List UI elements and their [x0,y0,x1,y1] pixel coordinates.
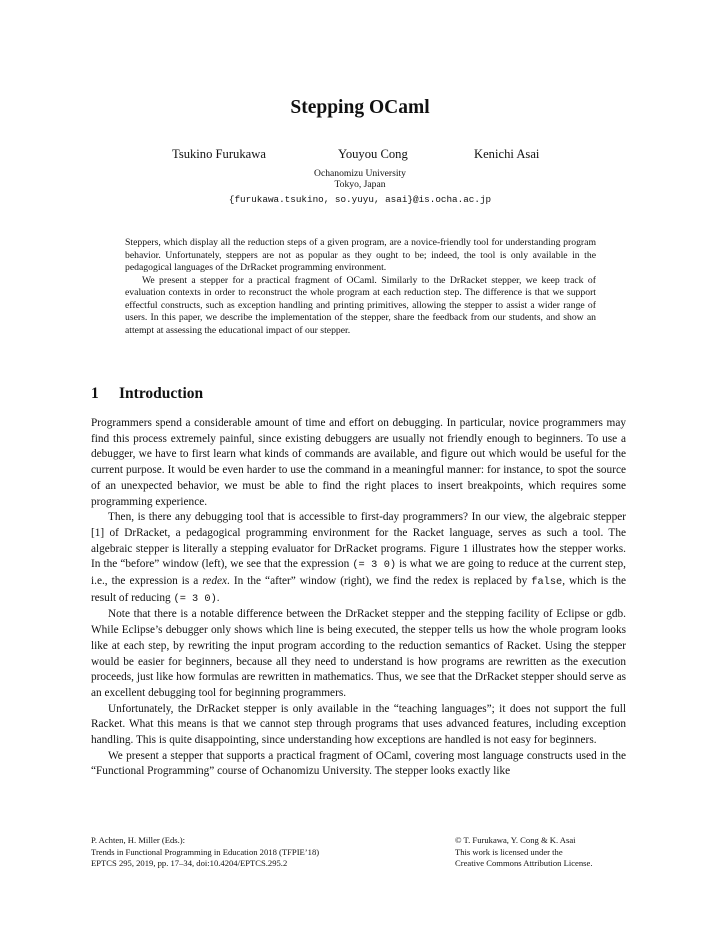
text-run: . [216,591,220,604]
text-run: Then, is there any debugging tool that is accessible to first-day programmers? In our view, the algebraic stepper [1] of DrRacket, a pedagogical programming environment for the Racket language, serves as such a tool. The algebraic stepper is literally a stepping evaluator for DrRacket programs. Figure 1 illustrates how the stepper works. In the “before” window (left), we see that the expression [91,511,626,571]
footer-line: P. Achten, H. Miller (Eds.): [91,835,186,845]
body-paragraph [91,510,626,607]
text-run: , which is the result of reducing [91,575,626,604]
abstract [125,237,596,337]
abstract-paragraph: We present a stepper for a practical fragment of OCaml. Similarly to the DrRacket stepper, we keep track of evaluation contexts in order to reconstruct the whole program at each reduction step. The difference is that we support effectful constructs, such as exception handling and printing primitives, allowing the stepper to assist a wider range of users. In this paper, we describe the implementation of the stepper, share the feedback from our students, and show an attempt at assessing the educational impact of our stepper. [125,274,596,336]
inline-code: (= 3 0) [173,592,217,605]
body-paragraph: Unfortunately, the DrRacket stepper is only available in the “teaching languages”; it does not support the full Racket. What this means is that we cannot step through programs that uses advanced features, including exception handling. This is quite disappointing, since understanding how exceptions are handled is not easy for beginners. [91,702,626,747]
inline-code: false [531,576,563,589]
footer-publication-info [91,835,319,870]
affiliation: Ochanomizu University [314,168,406,179]
author-name: Kenichi Asai [474,147,540,161]
footer-line: © T. Furukawa, Y. Cong & K. Asai [455,835,576,845]
section-title: Introduction [119,385,204,402]
paper-title: Stepping OCaml [290,97,430,118]
body-paragraph: We present a stepper that supports a practical fragment of OCaml, covering most language constructs used in the “Functional Programming” course of Ochanomizu University. The stepper looks exactly like [91,749,626,778]
author-name: Tsukino Furukawa [172,147,266,161]
footer-line: This work is licensed under the [455,846,563,857]
body-paragraph: Note that there is a notable difference between the DrRacket stepper and the stepping facility of Eclipse or gdb. While Eclipse’s debugger only shows which line is being executed, the stepper tells us how the whole program looks like at each step, by rewriting the input program according to the reduction semantics of Racket. Using the stepper would be easier for beginners, because all they need to understand is how programs are rewritten as the execution proceeds, just like how formulas are rewritten in mathematics. Thus, we see that the DrRacket stepper should serve as an excellent debugging tool for beginning programmers. [91,608,626,699]
author-list [0,147,720,163]
section-number: 1 [91,385,99,402]
inline-code: (= 3 0) [352,559,397,572]
footer-line: Trends in Functional Programming in Education 2018 (TFPIE’18) [91,846,320,857]
author-emails: {furukawa.tsukino, so.yuyu, asai}@is.ocha.ac.jp [228,194,492,205]
footer-license [455,835,592,870]
footer-line: Creative Commons Attribution License. [455,858,593,868]
author-name: Youyou Cong [338,147,408,161]
section-heading [91,385,203,403]
text-run: is what we are going to reduce at the current step, i.e., the expression is a [91,558,626,588]
abstract-paragraph: Steppers, which display all the reduction steps of a given program, are a novice-friendly tool for understanding program behavior. Unfortunately, steppers are not as popular as they ought to be; indeed, the tool is only available in the pedagogical languages of the DrRacket programming environment. [125,237,596,273]
emphasis: redex [202,575,227,588]
section-body [91,416,626,780]
body-paragraph: Programmers spend a considerable amount of time and effort on debugging. In particular, novice programmers may find this process extremely painful, since existing debuggers are usually not friendly enough to beginners. To use a debugger, we have to first learn what kinds of commands are available, and figure out which would be useful for the current purpose. It would be even harder to use the command in a meaningful manner: for instance, to spot the source of an unexpected behavior, we must be able to find the right places to insert breakpoints, which requires some programming experience. [91,417,626,508]
text-run: . In the “after” window (right), we find the redex is replaced by [227,575,532,588]
location: Tokyo, Japan [334,179,386,190]
footer-line: EPTCS 295, 2019, pp. 17–34, doi:10.4204/EPTCS.295.2 [91,858,288,868]
